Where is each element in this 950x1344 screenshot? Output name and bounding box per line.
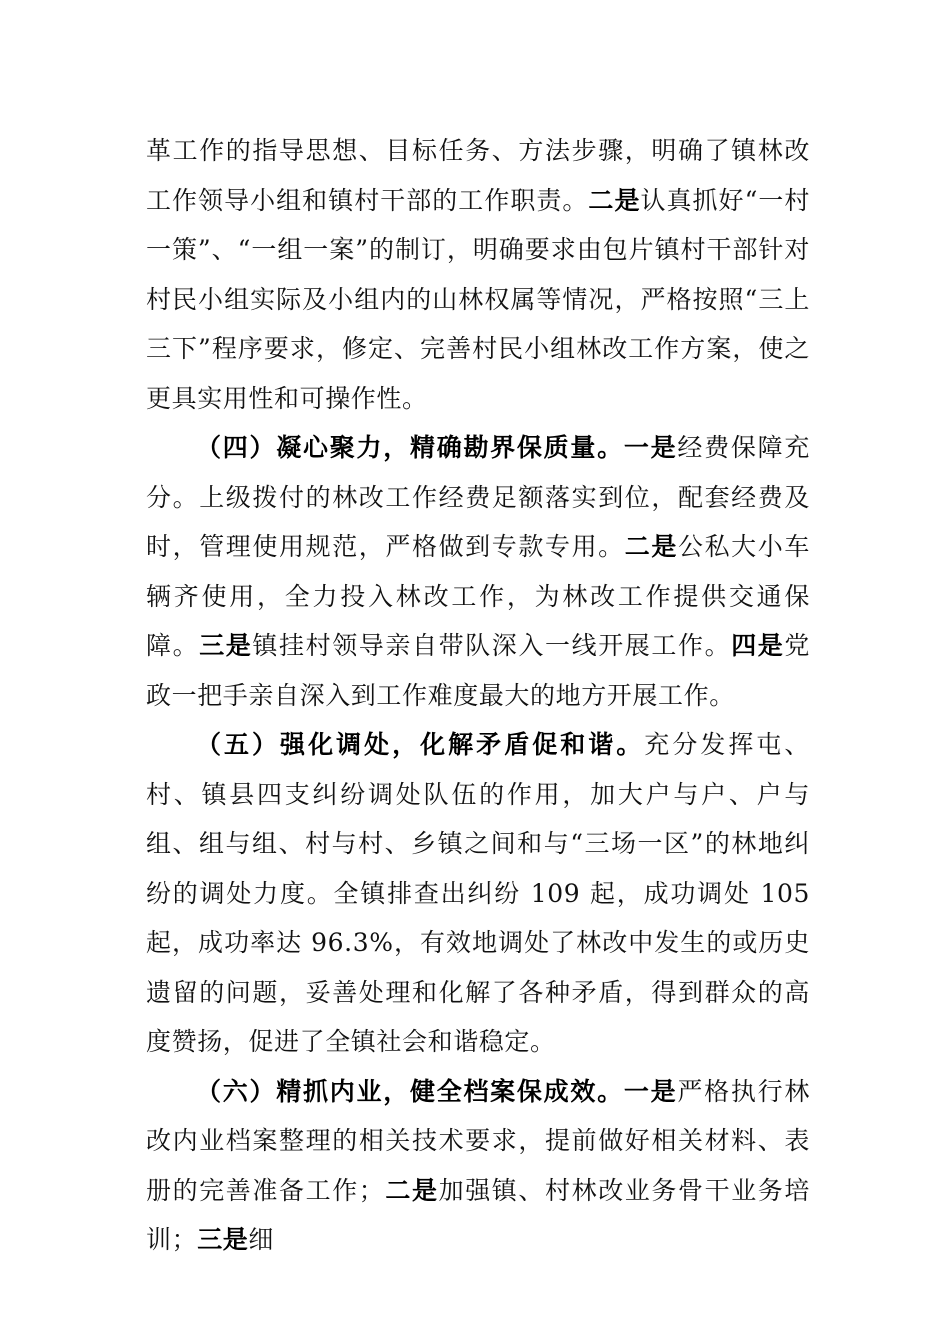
section-heading-run: （四）凝心聚力，精确勘界保质量。一是 [196,433,678,462]
bold-run: 三是 [197,1225,249,1254]
text-run: 公私大小车辆齐使用，全力投入林改工作，为林改工作提供交通保障。 [146,532,810,660]
bold-run: 二是 [588,185,641,215]
text-run: 认真抓好“一村一策”、“一组一案”的制订，明确要求由包片镇村干部针对村民小组实际及小组内的山林权属等情况，严格按照“三上三下”程序要求，修定、完善村民小组林改工作方案，使之更具实用性和可操作性。 [146,185,811,413]
text-run: 经费保障充分。上级拨付的林改工作经费足额落实到位，配套经费及时，管理使用规范，严格做到专款专用。 [146,433,810,561]
text-run: 加强镇、村林改业务骨干业务培训； [146,1175,811,1254]
bold-run: 二是 [384,1175,439,1205]
text-run: 细 [248,1225,275,1254]
paragraph-section-5 [146,720,810,1067]
paragraph-section-4 [146,423,810,720]
text-run: 党政一把手亲自深入到工作难度最大的地方开展工作。 [146,631,810,710]
text-run: 革工作的指导思想、目标任务、方法步骤，明确了镇林改工作领导小组和镇村干部的工作职责。 [146,136,810,215]
bold-run: 二是 [624,532,678,561]
section-heading-run: （六）精抓内业，健全档案保成效。一是 [196,1076,678,1106]
section-heading-run: （五）强化调处，化解矛盾促和谐。 [196,730,645,759]
bold-run: 四是 [731,631,785,660]
document-body [146,126,810,1265]
bold-run: 三是 [199,631,253,660]
text-run: 镇挂村领导亲自带队深入一线开展工作。 [252,631,732,660]
text-run: 严格执行林改内业档案整理的相关技术要求，提前做好相关材料、表册的完善准备工作； [146,1076,810,1205]
text-run: 充分发挥屯、村、镇县四支纠纷调处队伍的作用，加大户与户、户与组、组与组、村与村、乡镇之间和与“三场一区”的林地纠纷的调处力度。全镇排查出纠纷 109 起，成功调处 105 起，成功率达 96.3%，有效地调处了林改中发生的或历史遗留的问题，妥善处理和化解了各种矛盾，得到群众的高度赞扬，促进了全镇社会和谐稳定。 [146,730,810,1056]
paragraph-1 [146,126,810,423]
paragraph-section-6 [146,1067,810,1265]
